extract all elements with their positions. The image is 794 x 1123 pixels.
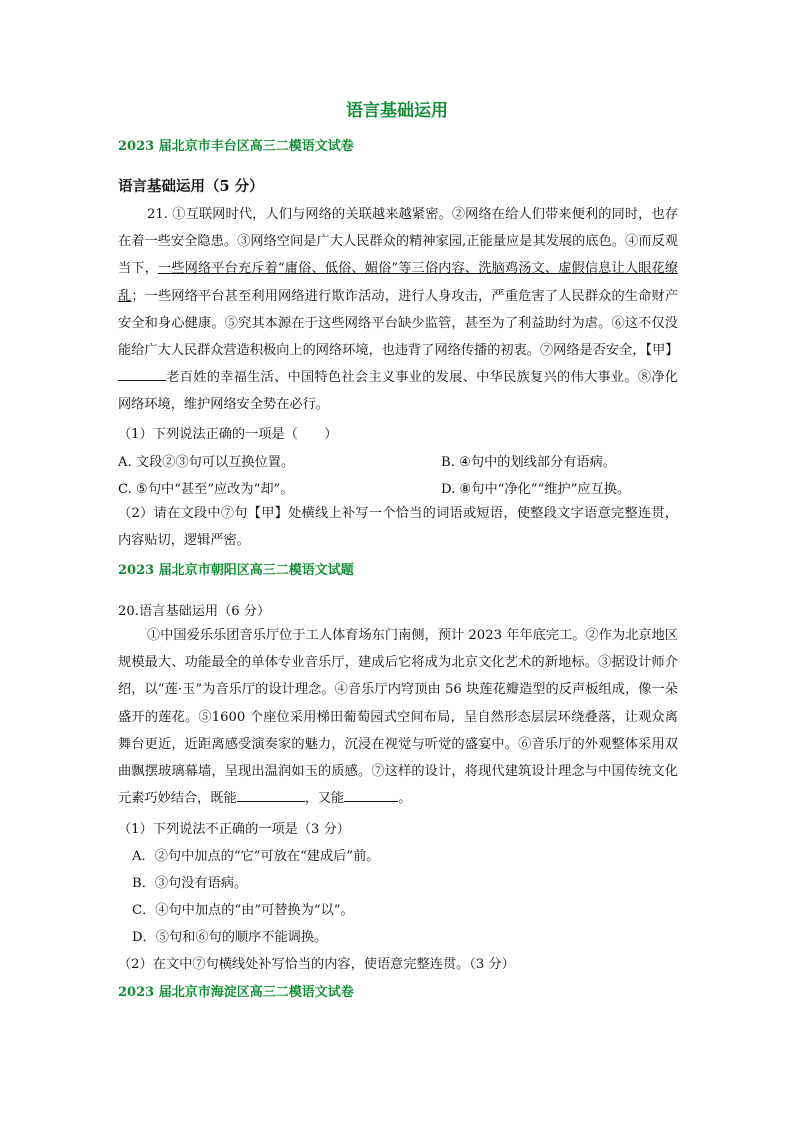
option-2-d: D．⑤句和⑥句的顺序不能调换。: [132, 930, 328, 945]
option-c: C. ⑤句中“甚至”应改为“却”。: [118, 482, 294, 497]
question-2-1: （1）下列说法不正确的一项是（3 分）: [118, 822, 350, 837]
question-2: （2）请在文段中⑦句【甲】处横线上补写一个恰当的词语或短语，使整段文字语意完整连贯，内容贴切，逻辑严密。: [118, 506, 678, 549]
section-heading: 语言基础运用（5 分）: [118, 178, 264, 195]
question-1: （1）下列说法正确的一项是（ ）: [118, 427, 338, 442]
passage-text-end: 老百姓的幸福生活、中国特色社会主义事业的发展、中华民族复兴的伟大事业。⑧净化网络环境，维护网络安全势在必行。: [118, 370, 678, 413]
source-heading-chaoyang: 2023 届北京市朝阳区高三二模语文试题: [118, 563, 354, 578]
option-2-c: C．④句中加点的“由”可替换为“以”。: [132, 903, 354, 918]
section-heading-20: 20.语言基础运用（6 分）: [118, 604, 271, 619]
source-heading-fengtai: 2023 届北京市丰台区高三二模语文试卷: [118, 139, 354, 154]
question-2-2: （2）在文中⑦句横线处补写恰当的内容，使语意完整连贯。（3 分）: [118, 957, 515, 972]
passage-text-continued: ；一些网络平台甚至利用网络进行欺诈活动，进行人身攻击，严重危害了人民群众的生命财产安全和身心健康。⑤究其本源在于这些网络平台缺少监管，甚至为了利益助纣为虐。⑥这不仅没能给广大人民群众营造积极向上的网络环境，也违背了网络传播的初衷。⑦网络是否安全，【甲】: [118, 288, 679, 359]
answer-blank: [118, 368, 166, 381]
page-title: 语言基础运用: [346, 101, 448, 121]
option-b: B. ④句中的划线部分有语病。: [441, 455, 616, 470]
passage-text-2-mid: ，又能: [304, 791, 345, 807]
source-heading-haidian: 2023 届北京市海淀区高三二模语文试卷: [118, 985, 354, 1000]
option-2-a: A．②句中加点的“它”可放在“建成后”前。: [132, 849, 380, 864]
passage-text-2-end: 。: [398, 791, 412, 807]
answer-blank-2: [344, 789, 398, 802]
answer-blank-1: [237, 789, 305, 802]
underlined-sentence: 一些网络平台充斥着“庸俗、低俗、媚俗”等三俗内容、洗脑鸡汤文、虚假信息让人眼花缭乱: [118, 261, 679, 304]
passage-paragraph-2: [118, 622, 678, 812]
option-2-b: B．③句没有语病。: [132, 876, 248, 891]
passage-text-2: ①中国爱乐乐团音乐厅位于工人体育场东门南侧，预计 2023 年年底完工。②作为北京地区规模最大、功能最全的单体专业音乐厅，建成后它将成为北京文化艺术的新地标。③据设计师介绍，以“莲·玉”为音乐厅的设计理念。④音乐厅内穹顶由 56 块莲花瓣造型的反声板组成，像一朵盛开的莲花。⑤1600 个座位采用梯田葡萄园式空间布局，呈自然形态层层环绕叠落，让观众离舞台更近，近距离感受演奏家的魅力，沉浸在视觉与听觉的盛宴中。⑥音乐厅的外观整体采用双曲飘摆玻璃幕墙，呈现出温润如玉的质感。⑦这样的设计，将现代建筑设计理念与中国传统文化元素巧妙结合，既能: [118, 628, 678, 807]
passage-text: 21. ①互联网时代，人们与网络的关联越来越紧密。②网络在给人们带来便利的同时，也存在着一些安全隐患。③网络空间是广大人民群众的精神家园,正能量应是其发展的底色。④而反观当下，: [118, 207, 678, 277]
passage-paragraph: [118, 201, 678, 419]
option-a: A. 文段②③句可以互换位置。: [118, 455, 295, 470]
option-d: D. ⑧句中“净化”“维护”应互换。: [441, 482, 631, 497]
